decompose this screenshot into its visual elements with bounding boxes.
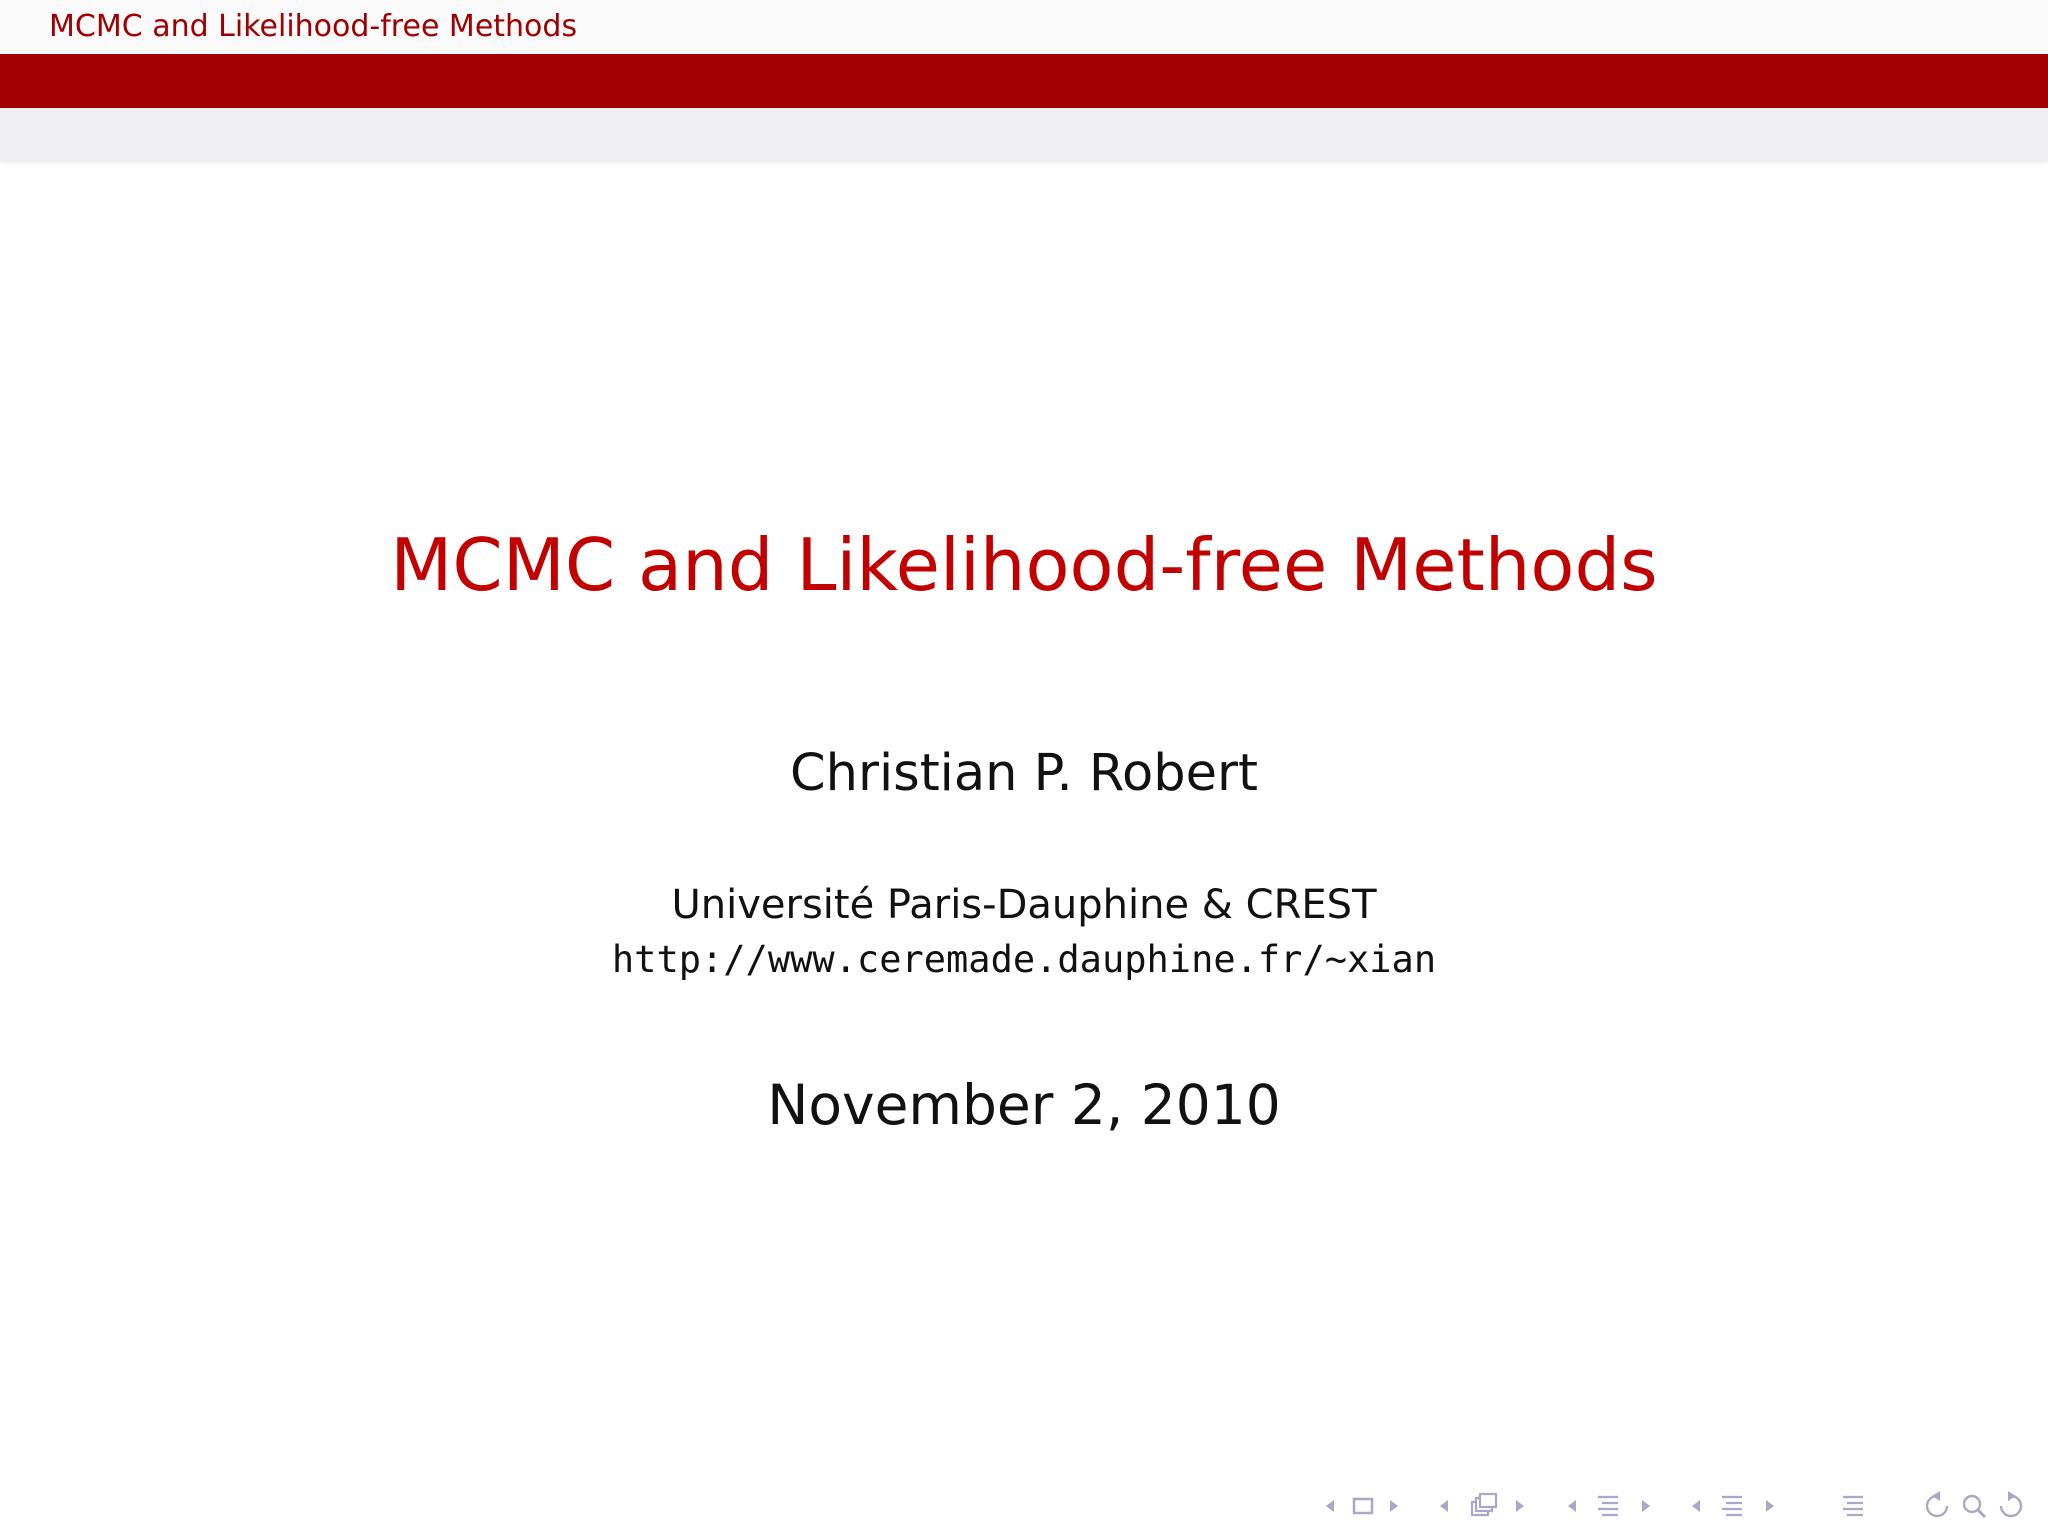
headline-bar [0, 0, 2048, 54]
slide-author: Christian P. Robert [790, 744, 1258, 803]
subsection-icon[interactable] [1472, 1494, 1496, 1515]
section-nav-group [1560, 1490, 1658, 1522]
section-list-icon[interactable] [1722, 1497, 1742, 1515]
frame-nav-group [1316, 1490, 1408, 1522]
section-list-next-icon[interactable] [1766, 1500, 1774, 1512]
header-red-band [0, 54, 2048, 108]
back-icon[interactable] [1927, 1491, 1947, 1516]
frame-icon[interactable] [1354, 1499, 1372, 1513]
frame-prev-icon[interactable] [1326, 1500, 1334, 1512]
document-nav-group [1838, 1490, 1868, 1522]
frame-next-icon[interactable] [1390, 1500, 1398, 1512]
section-next-icon[interactable] [1642, 1500, 1650, 1512]
section-list-prev-icon[interactable] [1692, 1500, 1700, 1512]
slide-institute: Université Paris-Dauphine & CREST [671, 882, 1377, 928]
forward-icon[interactable] [2001, 1491, 2021, 1516]
slide-date: November 2, 2010 [767, 1073, 1281, 1137]
section-icon[interactable] [1598, 1497, 1618, 1515]
header-grey-band [0, 108, 2048, 162]
header-short-title[interactable]: MCMC and Likelihood-free Methods [49, 9, 578, 44]
subsection-next-icon[interactable] [1516, 1500, 1524, 1512]
author-url-link[interactable]: http://www.ceremade.dauphine.fr/~xian [611, 938, 1437, 981]
document-icon[interactable] [1843, 1497, 1863, 1515]
subsection-nav-group [1432, 1490, 1532, 1522]
history-nav-group [1920, 1490, 2028, 1522]
section-prev-icon[interactable] [1568, 1500, 1576, 1512]
subsection-prev-icon[interactable] [1440, 1500, 1448, 1512]
slide-title: MCMC and Likelihood-free Methods [390, 523, 1658, 607]
section-list-nav-group [1684, 1490, 1782, 1522]
search-icon[interactable] [1964, 1496, 1985, 1517]
